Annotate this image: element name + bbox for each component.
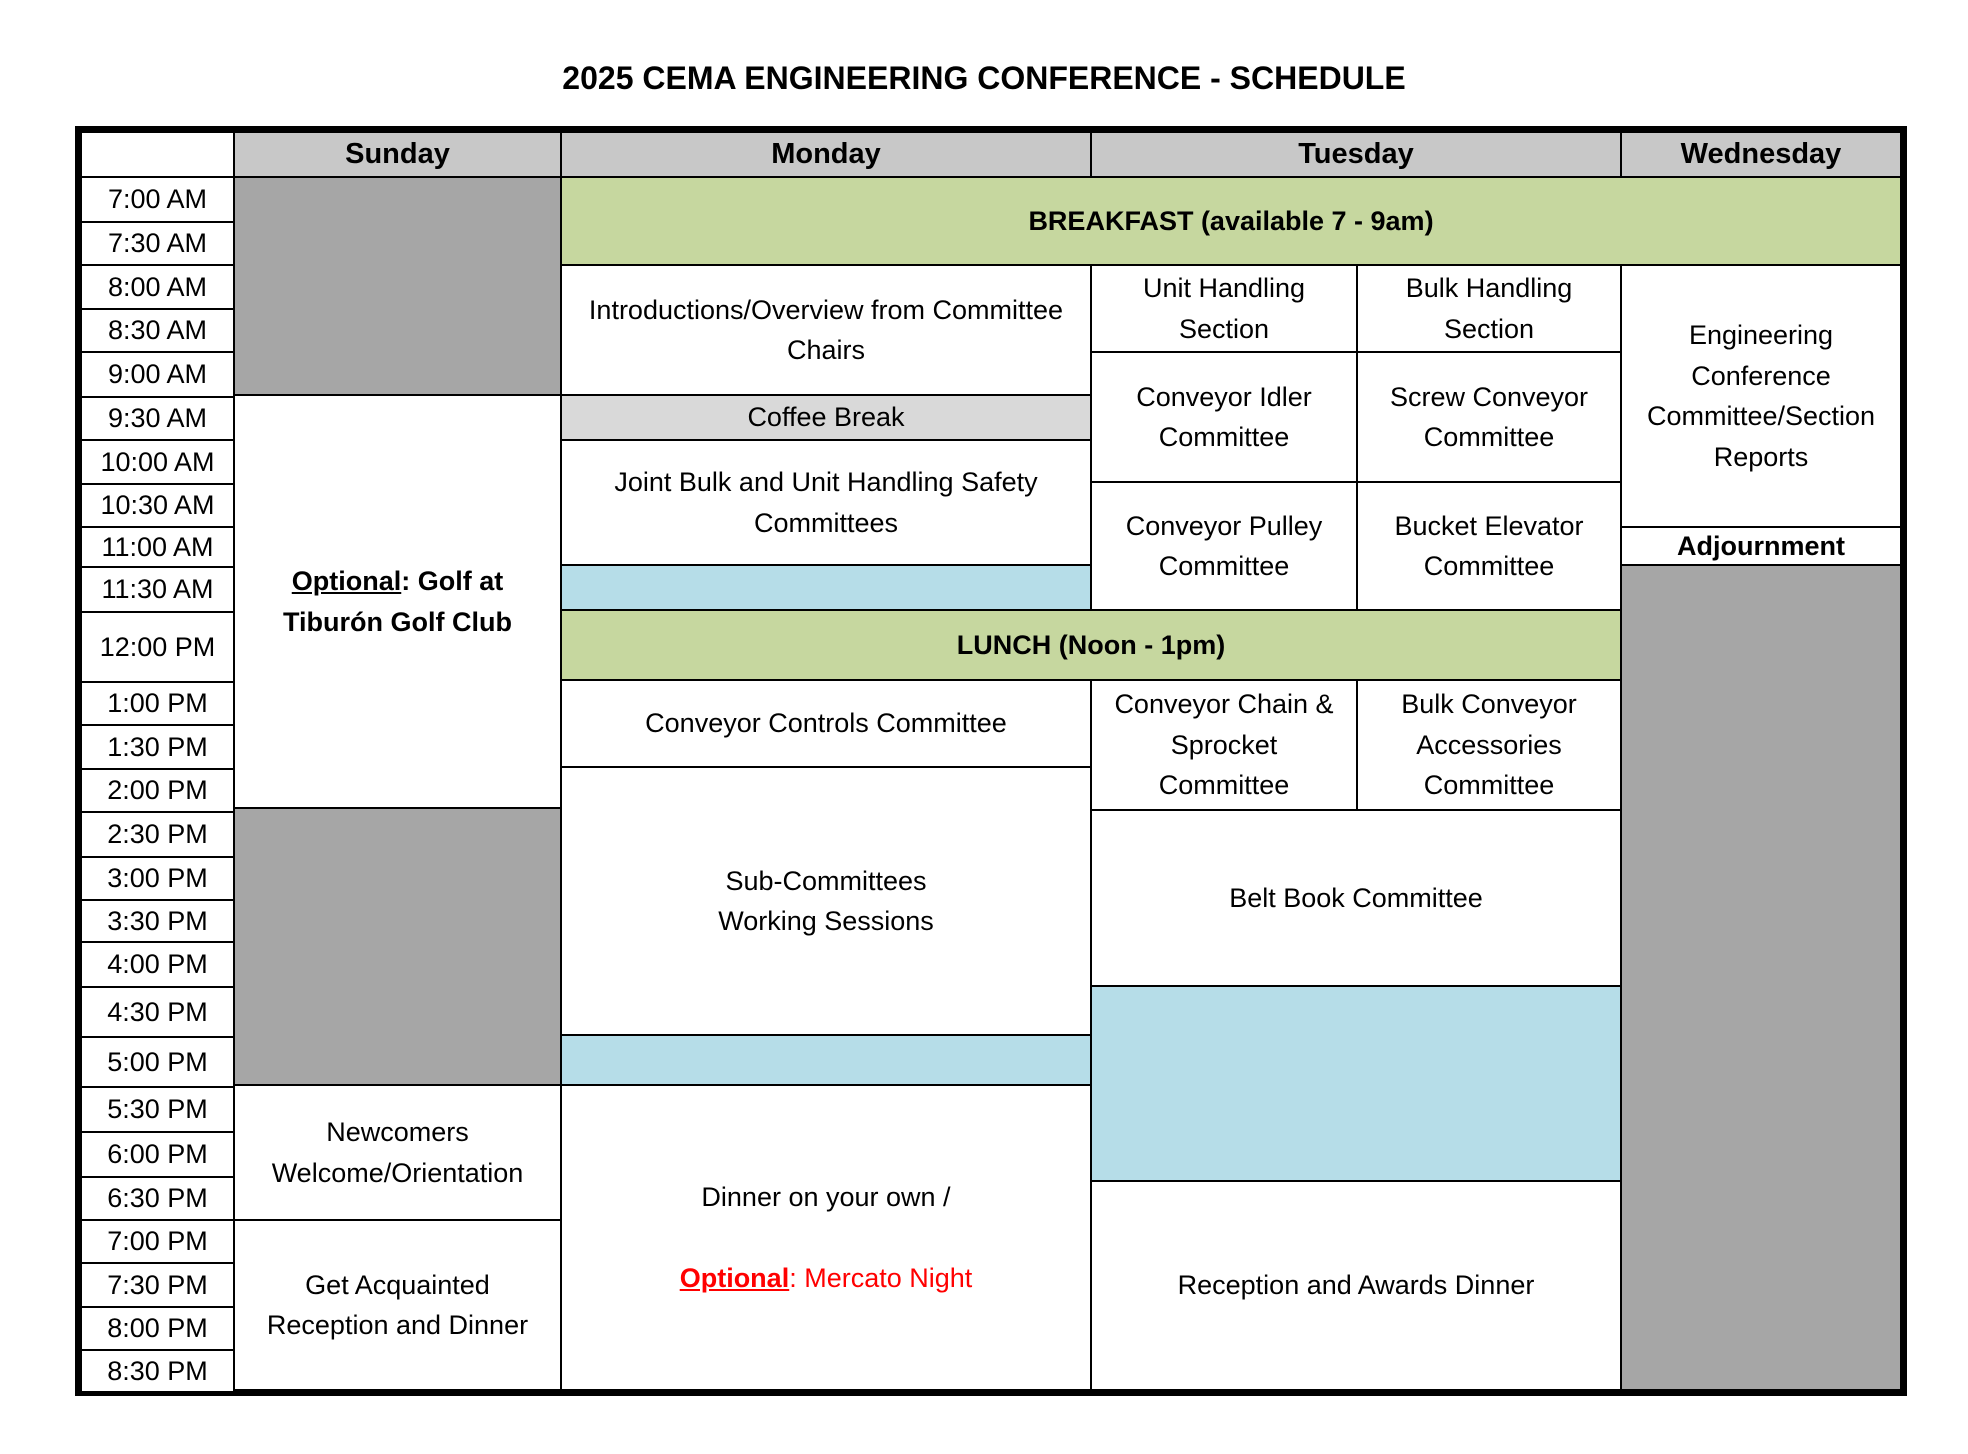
time-slot: 7:30 PM — [80, 1262, 235, 1308]
monday-open-slot-evening — [560, 1034, 1092, 1086]
time-slot: 7:00 PM — [80, 1219, 235, 1264]
header-sunday: Sunday — [233, 131, 562, 178]
sunday-reception: Get Acquainted Reception and Dinner — [233, 1219, 562, 1391]
time-slot: 11:00 AM — [80, 526, 235, 568]
monday-joint-safety: Joint Bulk and Unit Handling Safety Committees — [560, 439, 1092, 566]
time-slot: 5:00 PM — [80, 1036, 235, 1088]
time-slot: 1:00 PM — [80, 681, 235, 726]
tuesday-accessories: Bulk Conveyor Accessories Committee — [1356, 679, 1622, 811]
header-tuesday: Tuesday — [1090, 131, 1622, 178]
time-slot: 2:30 PM — [80, 811, 235, 858]
time-slot: 10:00 AM — [80, 439, 235, 485]
header-wednesday: Wednesday — [1620, 131, 1902, 178]
tuesday-bulk-handling: Bulk Handling Section — [1356, 264, 1622, 353]
monday-subcommittees: Sub-Committees Working Sessions — [560, 766, 1092, 1036]
tuesday-bucket: Bucket Elevator Committee — [1356, 481, 1622, 611]
breakfast-block: BREAKFAST (available 7 - 9am) — [560, 176, 1902, 266]
sunday-unavailable-morning — [233, 176, 562, 396]
tuesday-open-slot — [1090, 985, 1622, 1182]
sunday-newcomers: Newcomers Welcome/Orientation — [233, 1084, 562, 1221]
time-slot: 8:30 AM — [80, 308, 235, 353]
wednesday-adjournment: Adjournment — [1620, 526, 1902, 566]
tuesday-awards-dinner: Reception and Awards Dinner — [1090, 1180, 1622, 1391]
monday-open-slot-morning — [560, 564, 1092, 611]
wednesday-reports: Engineering Conference Committee/Section Reports — [1620, 264, 1902, 528]
time-slot: 2:00 PM — [80, 768, 235, 813]
dinner-on-own: Dinner on your own / — [701, 1181, 951, 1212]
monday-controls: Conveyor Controls Committee — [560, 679, 1092, 768]
time-slot: 7:30 AM — [80, 221, 235, 266]
golf-text: : Golf at Tiburón Golf Club — [283, 566, 512, 637]
time-slot: 8:30 PM — [80, 1349, 235, 1393]
time-slot: 7:00 AM — [80, 176, 235, 223]
time-slot: 8:00 AM — [80, 264, 235, 310]
time-slot: 10:30 AM — [80, 483, 235, 528]
time-slot: 6:30 PM — [80, 1176, 235, 1221]
time-slot: 11:30 AM — [80, 566, 235, 613]
time-slot: 3:30 PM — [80, 899, 235, 943]
sunday-golf — [233, 394, 562, 809]
time-slot: 3:00 PM — [80, 856, 235, 901]
monday-coffee-break: Coffee Break — [560, 394, 1092, 441]
monday-intro: Introductions/Overview from Committee Chairs — [560, 264, 1092, 396]
time-slot: 4:30 PM — [80, 986, 235, 1038]
mercato-optional-label: Optional — [679, 1262, 790, 1293]
header-corner — [80, 131, 235, 178]
header-monday: Monday — [560, 131, 1092, 178]
monday-dinner — [560, 1084, 1092, 1391]
tuesday-idler: Conveyor Idler Committee — [1090, 351, 1358, 483]
time-slot: 12:00 PM — [80, 611, 235, 683]
tuesday-screw: Screw Conveyor Committee — [1356, 351, 1622, 483]
time-slot: 5:30 PM — [80, 1086, 235, 1133]
time-slot: 1:30 PM — [80, 724, 235, 770]
time-slot: 8:00 PM — [80, 1306, 235, 1351]
sunday-unavailable-afternoon — [233, 807, 562, 1086]
time-slot: 9:00 AM — [80, 351, 235, 398]
golf-optional-label: Optional — [291, 566, 402, 596]
time-slot: 6:00 PM — [80, 1131, 235, 1178]
tuesday-chain: Conveyor Chain & Sprocket Committee — [1090, 679, 1358, 811]
tuesday-pulley: Conveyor Pulley Committee — [1090, 481, 1358, 611]
wednesday-unavailable — [1620, 564, 1902, 1391]
time-slot: 9:30 AM — [80, 396, 235, 441]
lunch-block: LUNCH (Noon - 1pm) — [560, 609, 1622, 681]
mercato-text: : Mercato Night — [789, 1262, 973, 1293]
tuesday-belt-book: Belt Book Committee — [1090, 809, 1622, 987]
schedule-grid — [75, 126, 1907, 1396]
time-slot: 4:00 PM — [80, 941, 235, 988]
tuesday-unit-handling: Unit Handling Section — [1090, 264, 1358, 353]
page-title: 2025 CEMA ENGINEERING CONFERENCE - SCHEDULE — [562, 60, 1406, 96]
